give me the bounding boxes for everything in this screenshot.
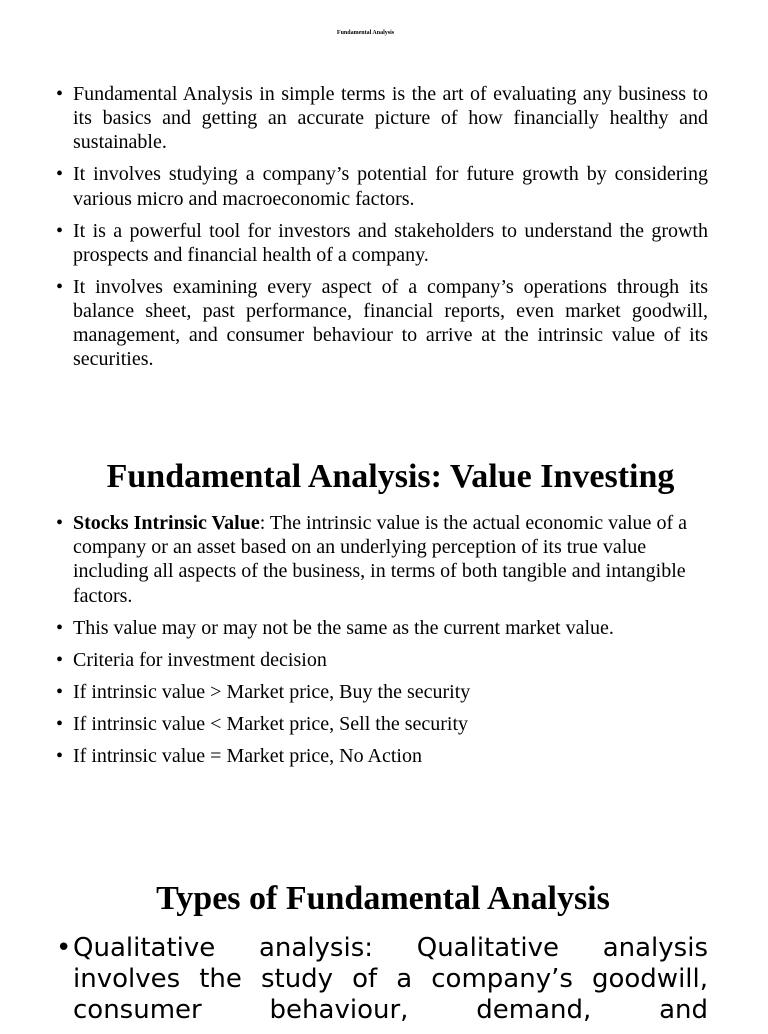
section-heading-value-investing: Fundamental Analysis: Value Investing xyxy=(106,458,675,495)
value-investing-bullet-list xyxy=(56,511,696,776)
list-item-text: : The intrinsic value is the actual economic value of a company or an asset based on an underlying perception of its true value including all aspects of the business, in terms of both tangible and intangible factors. xyxy=(73,512,687,607)
list-item-term: Stocks Intrinsic Value xyxy=(73,512,260,534)
list-item-text: It involves examining every aspect of a company’s operations through its balance sheet, past performance, financial reports, even market goodwill, management, and consumer behaviour to arrive at the intrinsic value of its securities. xyxy=(73,275,708,371)
list-item-text: Fundamental Analysis in simple terms is the art of evaluating any business to its basics and getting an accurate picture of how financially healthy and sustainable. xyxy=(73,83,708,154)
bullet-icon: • xyxy=(56,712,64,735)
list-item xyxy=(56,511,696,608)
bullet-icon: • xyxy=(56,275,64,298)
bullet-icon: • xyxy=(56,83,64,105)
list-item-text: If intrinsic value < Market price, Sell the security xyxy=(73,712,469,735)
section-heading-types: Types of Fundamental Analysis xyxy=(156,880,610,917)
bullet-icon: • xyxy=(56,933,72,963)
list-item xyxy=(56,219,708,267)
types-bullet-list xyxy=(56,933,708,1034)
list-item xyxy=(56,162,708,210)
intro-bullet-list xyxy=(56,82,708,379)
list-item xyxy=(56,648,696,672)
list-item xyxy=(56,680,696,704)
list-item-text: If intrinsic value > Market price, Buy the security xyxy=(73,680,471,703)
list-item-text: It is a powerful tool for investors and stakeholders to understand the growth prospects and financial health of a company. xyxy=(73,219,708,266)
list-item xyxy=(56,616,696,640)
bullet-icon: • xyxy=(56,512,64,534)
list-item xyxy=(56,82,708,155)
bullet-icon: • xyxy=(56,616,64,639)
list-item xyxy=(56,744,696,768)
bullet-icon: • xyxy=(56,680,64,703)
bullet-icon: • xyxy=(56,163,64,186)
list-item-text: Qualitative analysis: Qualitative analysis involves the study of a company’s goodwill, consumer behaviour, demand, and xyxy=(73,933,708,1025)
list-item-text: Criteria for investment decision xyxy=(73,648,327,671)
list-item xyxy=(56,933,708,1026)
bullet-icon: • xyxy=(56,744,64,767)
list-item-text: If intrinsic value = Market price, No Action xyxy=(73,744,422,767)
bullet-icon: • xyxy=(56,219,64,242)
bullet-icon: • xyxy=(56,648,64,671)
list-item-text: This value may or may not be the same as the current market value. xyxy=(73,616,614,639)
list-item xyxy=(56,275,708,372)
list-item-text: It involves studying a company’s potential for future growth by considering various micro and macroeconomic factors. xyxy=(73,163,708,210)
page-header-title: Fundamental Analysis xyxy=(336,30,395,36)
list-item xyxy=(56,712,696,736)
